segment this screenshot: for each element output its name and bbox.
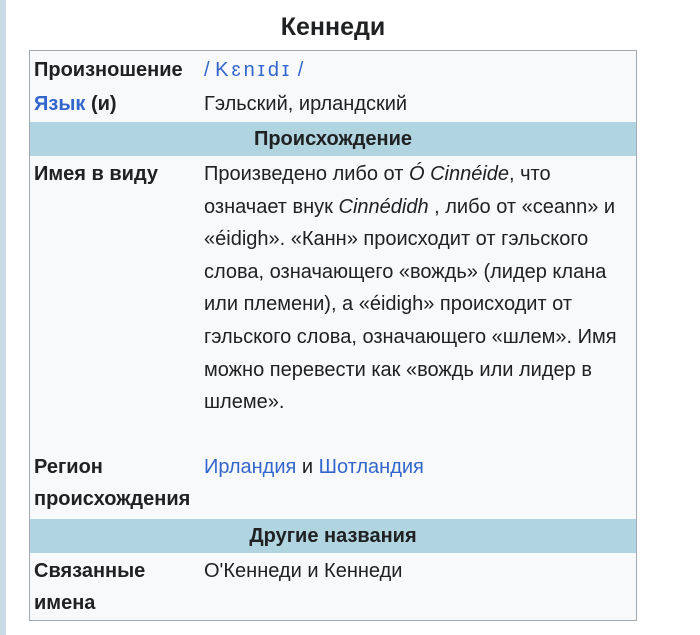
meaning-text-2: , что означает внук	[204, 163, 551, 218]
pronunciation-value[interactable]	[204, 54, 634, 87]
region-joiner: и	[296, 456, 319, 478]
row-pronunciation	[30, 53, 636, 87]
related-names-value: О'Кеннеди и Кеннеди	[204, 560, 403, 582]
language-link[interactable]: Язык	[34, 93, 86, 115]
meaning-label: Имея в виду	[34, 163, 159, 185]
row-meaning	[30, 158, 636, 448]
row-region	[30, 451, 636, 519]
pronunciation-label: Произношение	[34, 59, 183, 81]
row-language	[30, 87, 636, 121]
language-label-suffix: (и)	[85, 93, 117, 115]
region-label: Регион происхождения	[34, 456, 191, 510]
meaning-text-3: , либо от «ceann» и «éidigh». «Канн» происходит от гэльского слова, означающего «вождь» (лидер клана или племени), а «éidigh» происходит от гэльского слова, означающего «шлем». Имя можно перевести как «вождь или лидер в шлеме».	[204, 195, 617, 414]
meaning-ancestor-name: Cinnédidh	[338, 195, 429, 218]
left-edge-strip	[0, 0, 6, 635]
scotland-link[interactable]: Шотландия	[318, 456, 424, 478]
meaning-irish-name: Ó Cinnéide	[408, 163, 510, 185]
infobox	[29, 50, 637, 621]
ipa-transcription-link[interactable]: Kɛnɪdɪ	[215, 59, 293, 81]
language-label	[34, 88, 117, 120]
infobox-title: Кеннеди	[280, 13, 386, 41]
region-value	[204, 451, 634, 484]
meaning-text-1: Произведено либо от	[204, 163, 409, 185]
meaning-value	[204, 158, 634, 419]
ipa-slash-close[interactable]: /	[297, 59, 304, 81]
ireland-link[interactable]: Ирландия	[204, 456, 297, 478]
row-related-names	[30, 555, 636, 621]
language-value: Гэльский, ирландский	[204, 93, 408, 115]
section-header-origin: Происхождение	[30, 122, 636, 156]
ipa-slash-open[interactable]: /	[204, 59, 210, 81]
section-header-other-names: Другие названия	[30, 519, 636, 553]
related-names-label: Связанные имена	[34, 560, 146, 614]
